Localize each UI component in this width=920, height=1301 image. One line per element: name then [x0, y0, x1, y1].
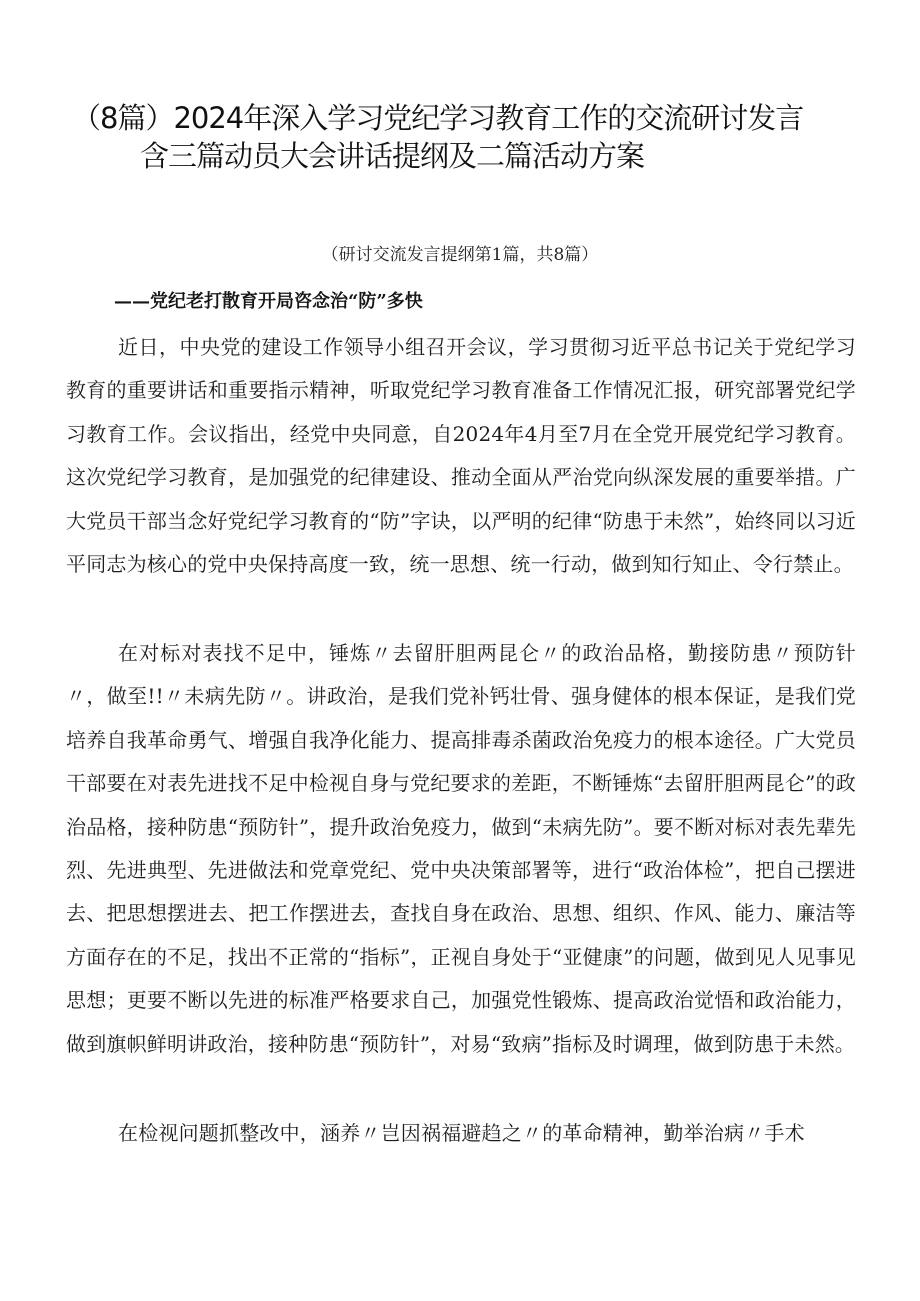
body-paragraph-3: 在检视问题抓整改中，涵养〃岂因祸福避趋之〃的革命精神，勤举治病〃手术 — [118, 1121, 805, 1145]
document-title-line-1: （8篇）2024年深入学习党纪学习教育工作的交流研讨发言 — [72, 101, 804, 135]
document-subtitle: （研讨交流发言提纲第1篇，共8篇） — [321, 245, 599, 265]
document-title-line-2: 含三篇动员大会讲话提纲及二篇活动方案 — [140, 139, 645, 173]
body-paragraph-2: 在对标对表找不足中，锤炼〃去留肝胆两昆仑〃的政治品格，勤接防患〃预防针〃，做至!!〃未病先防〃。讲政治，是我们党补钙壮骨、强身健体的根本保证，是我们党培养自我革命勇气、增强自我净化能力、提高排毒杀菌政治免疫力的根本途径。广大党员干部要在对表先进找不足中检视自身与党纪要求的差距，不断锤炼“去留肝胆两昆仑”的政治品格，接种防患“预防针”，提升政治免疫力，做到“未病先防”。要不断对标对表先辈先烈、先进典型、先进做法和党章党纪、党中央决策部署等，进行“政治体检”，把自己摆进去、把思想摆进去、把工作摆进去，查找自身在政治、思想、组织、作风、能力、廉洁等方面存在的不足，找出不正常的“指标”，正视自身处于“亚健康”的问题，做到见人见事见思想；更要不断以先进的标准严格要求自己，加强党性锻炼、提高政治觉悟和政治能力，做到旗帜鲜明讲政治，接种防患“预防针”，对易“致病”指标及时调理，做到防患于未然。 — [66, 641, 856, 1056]
body-paragraph-1: 近日，中央党的建设工作领导小组召开会议，学习贯彻习近平总书记关于党纪学习教育的重要讲话和重要指示精神，听取党纪学习教育准备工作情况汇报，研究部署党纪学习教育工作。会议指出，经党中央同意，自2024年4月至7月在全党开展党纪学习教育。这次党纪学习教育，是加强党的纪律建设、推动全面从严治党向纵深发展的重要举措。广大党员干部当念好党纪学习教育的“防”字诀，以严明的纪律“防患于未然”，始终同以习近平同志为核心的党中央保持高度一致，统一思想、统一行动，做到知行知止、令行禁止。 — [66, 335, 856, 577]
section-heading: ——党纪老打散育开局咨念治“防”多快 — [114, 291, 423, 312]
